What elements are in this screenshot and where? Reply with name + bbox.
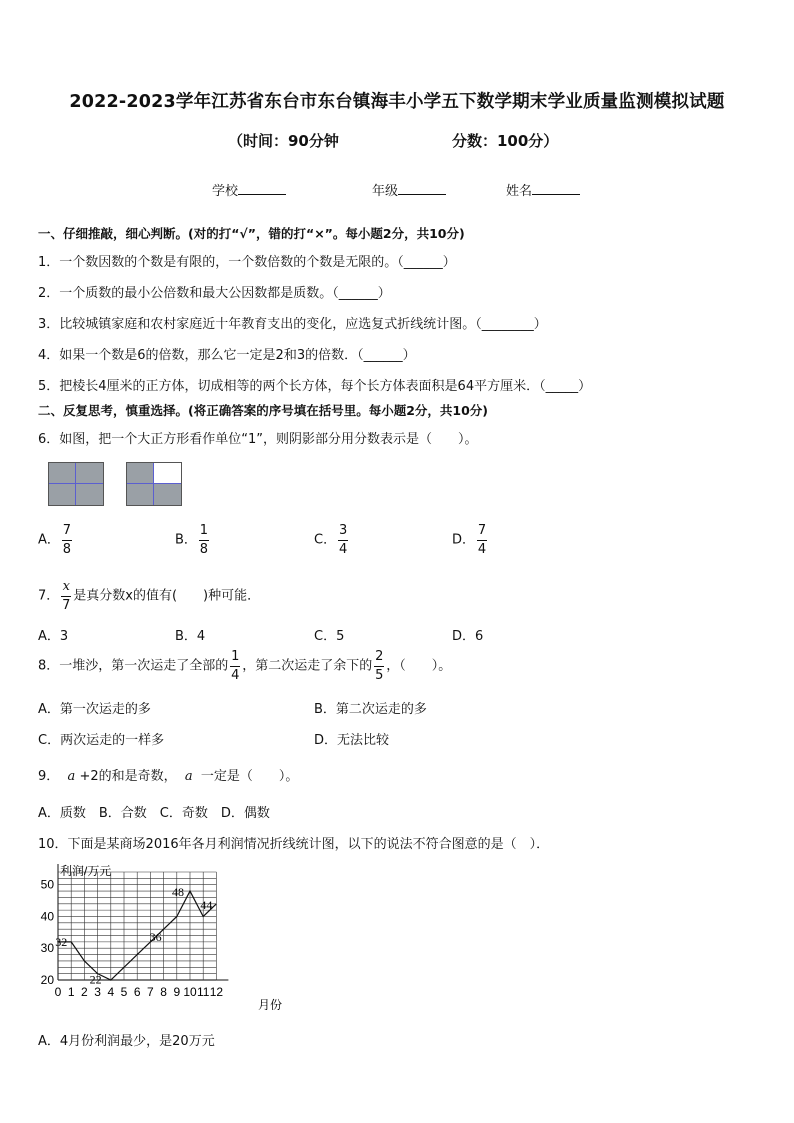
y-axis-label: 利润/万元: [60, 864, 112, 878]
x-tick-label: 7: [147, 985, 154, 999]
data-label: 32: [55, 934, 68, 949]
question-5: 5．把棱长4厘米的正方体，切成相等的两个长方体，每个长方体表面积是64平方厘米．（_____）: [38, 379, 592, 394]
grade-field: 年级: [372, 180, 446, 199]
question-9: 9． a +2的和是奇数， a 一定是（ ）。: [38, 769, 299, 784]
x-tick-label: 5: [120, 985, 128, 999]
question-8: 8．一堆沙，第一次运走了全部的 $\frac{1}{4}$ ，第二次运走了余下的 $\frac{2}{5}$ ，（ ）。: [38, 649, 452, 683]
q7-option-a[interactable]: A．3: [38, 629, 69, 644]
profit-line-chart: [30, 858, 300, 1018]
q8-option-a[interactable]: A．第一次运走的多: [38, 702, 151, 717]
q9-options[interactable]: A．质数 B．合数 C．奇数 D．偶数: [38, 806, 270, 821]
x-tick-label: 9: [173, 985, 181, 999]
question-6: 6．如图，把一个大正方形看作单位“1”，则阴影部分用分数表示是（ ）。: [38, 432, 478, 447]
q8-option-d[interactable]: D．无法比较: [314, 733, 390, 748]
x-tick-label: 12: [209, 985, 224, 999]
q7-option-b[interactable]: B．4: [175, 629, 206, 644]
square-figure-1: [48, 462, 104, 506]
question-1: 1．一个数因数的个数是有限的，一个数倍数的个数是无限的。（______）: [38, 255, 456, 270]
q7-option-c[interactable]: C．5: [314, 629, 345, 644]
q7-option-d[interactable]: D．6: [452, 629, 484, 644]
x-tick-label: 2: [81, 985, 88, 999]
y-tick-label: 20: [40, 973, 54, 987]
data-label: 48: [172, 885, 184, 900]
name-field: 姓名: [506, 180, 580, 199]
x-tick-label: 11: [196, 985, 210, 999]
data-label: 44: [200, 897, 213, 912]
exam-title: 2022-2023学年江苏省东台市东台镇海丰小学五下数学期末学业质量监测模拟试题: [69, 92, 725, 112]
question-2: 2．一个质数的最小公倍数和最大公因数都是质数。（______）: [38, 286, 391, 301]
x-tick-label: 8: [160, 985, 167, 999]
q6-option-d[interactable]: D． $\frac{7}{4}$: [452, 523, 487, 557]
x-tick-label: 0: [54, 985, 62, 999]
question-4: 4．如果一个数是6的倍数，那么它一定是2和3的倍数．（______）: [38, 348, 416, 363]
q6-option-a[interactable]: A． $\frac{7}{8}$: [38, 523, 72, 557]
y-tick-label: 40: [40, 909, 54, 924]
x-tick-label: 1: [67, 985, 75, 999]
question-7: 7． $\frac{x}{7}$ 是真分数x的值有( )种可能．: [38, 579, 261, 613]
q6-option-b[interactable]: B． $\frac{1}{8}$: [175, 523, 209, 557]
x-tick-label: 10: [183, 985, 197, 999]
q6-option-c[interactable]: C． $\frac{3}{4}$: [314, 523, 348, 557]
q10-option-a[interactable]: A．4月份利润最少，是20万元: [38, 1034, 215, 1049]
data-label: 22: [89, 972, 102, 987]
question-3: 3．比较城镇家庭和农村家庭近十年教育支出的变化，应选复式折线统计图。（________）: [38, 317, 547, 332]
y-tick-label: 30: [40, 941, 54, 956]
section-1-heading: 一、仔细推敲，细心判断。(对的打“√”，错的打“×”。每小题2分，共10分): [38, 226, 465, 241]
square-figure-2: [126, 462, 182, 506]
data-label: 36: [149, 930, 162, 945]
time-limit: （时间：90分钟: [228, 132, 339, 150]
x-tick-label: 4: [107, 985, 115, 999]
question-10: 10．下面是某商场2016年各月利润情况折线统计图，以下的说法不符合图意的是（ ）．: [38, 837, 550, 852]
x-tick-label: 6: [133, 985, 141, 999]
x-axis-label: 月份: [258, 998, 283, 1012]
q8-option-b[interactable]: B．第二次运走的多: [314, 702, 427, 717]
section-2-heading: 二、反复思考，慎重选择。(将正确答案的序号填在括号里。每小题2分，共10分): [38, 403, 489, 418]
y-tick-label: 50: [40, 877, 54, 892]
total-score: 分数：100分）: [452, 132, 559, 150]
x-tick-label: 3: [94, 985, 101, 999]
q8-option-c[interactable]: C．两次运走的一样多: [38, 733, 165, 748]
school-field: 学校: [212, 180, 286, 199]
